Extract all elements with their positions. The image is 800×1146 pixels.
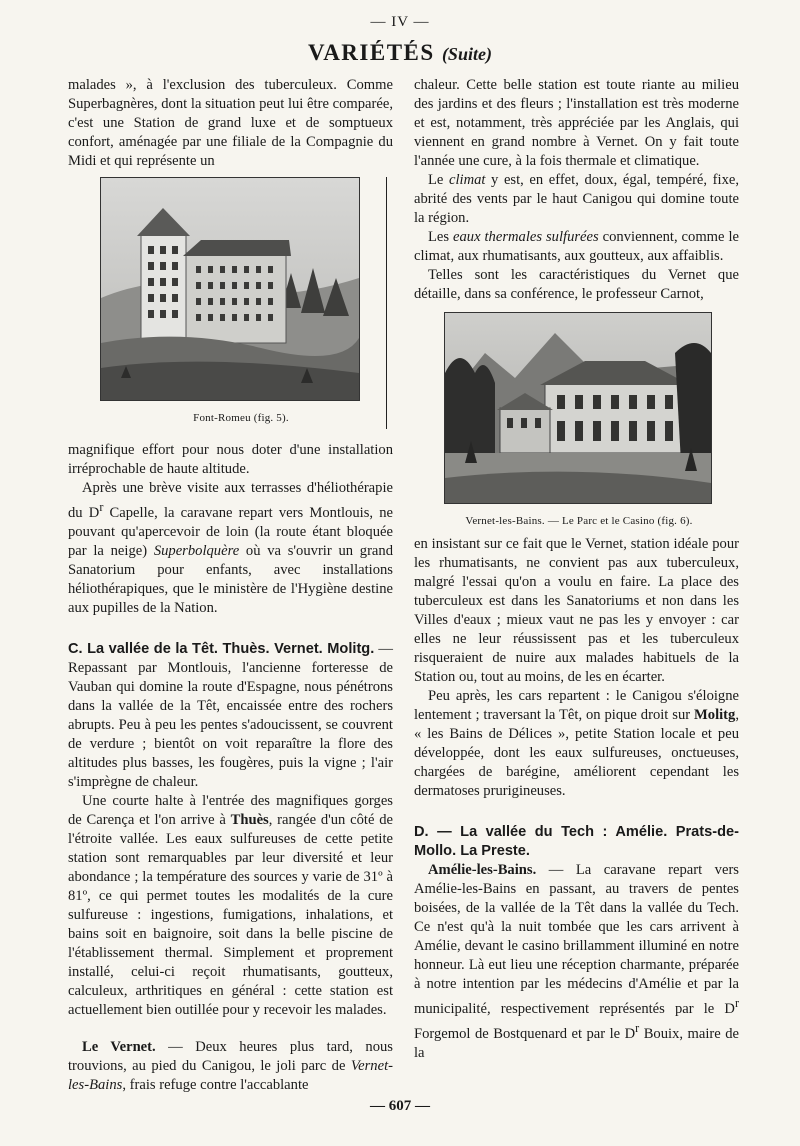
header-title: VARIÉTÉS [308, 40, 435, 65]
left-column [68, 76, 393, 1095]
figure-vernet-les-bains [444, 312, 714, 527]
section-header [0, 40, 800, 66]
figure-font-romeu [96, 177, 387, 429]
photo-vernet-casino [444, 312, 712, 504]
paragraph: Les eaux thermales sulfurées conviennent, comme le climat, aux rhumatisants, aux goutteux, aux affaiblis. [414, 229, 739, 264]
paragraph: magnifique effort pour nous doter d'une installation irréprochable de haute altitude. [68, 442, 393, 477]
le-vernet-heading: Le Vernet. [82, 1038, 156, 1055]
amelie-heading: Amélie-les-Bains. [428, 862, 537, 878]
paragraph: Telles sont les caractéristiques du Vernet que détaille, dans sa conférence, le professeur Carnot, [414, 267, 739, 302]
page-roman-numeral: — IV — [370, 14, 430, 30]
paragraph: Le Vernet. — Deux heures plus tard, nous trouvions, au pied du Canigou, le joli parc de Vernet-les-Bains, frais refuge contre l'accablante [68, 1038, 393, 1093]
section-c-heading: C. La vallée de la Têt. Thuès. Vernet. Molitg. [68, 640, 375, 657]
section-c-paragraph: C. La vallée de la Têt. Thuès. Vernet. Molitg. — Repassant par Montlouis, l'ancienne forteresse de Vauban qui domine la route d'Espagne, nous pénétrons dans la vallée de la Têt, encaissée entre des rochers abrupts. Peu à peu les pentes s'adoucissent, se couvrent de verdure ; bientôt on voit reparaître la flore des altitudes plus basses, les fougères, puis la vigne ; l'air s'imprègne de chaleur. [68, 640, 393, 790]
section-d-heading: D. — La vallée du Tech : Amélie. Prats-de-Mollo. La Preste. [414, 824, 739, 859]
paragraph: Une courte halte à l'entrée des magnifiques gorges de Carença et l'on arrive à Thuès, rangée d'un côté de l'étroite vallée. Les eaux sulfureuses de cette petite station sont remarquables par leur diversité et leur abondance ; la température des sources y varie de 31º à 81º, ce qui permet toutes les modalités de la cure sulfureuse : ingestions, fumigations, inhalations, et bains soit en baignoire, soit dans la belle piscine de l'établissement thermal. Simplement et proprement installé, celui-ci reçoit rhumatisants, goutteux, calculeux, arthritiques en général : cette station est actuellement bien outillée pour y recevoir les malades. [68, 792, 394, 1018]
page-number: — 607 — [370, 1098, 430, 1114]
header-suite: (Suite) [441, 44, 492, 64]
paragraph: en insistant sur ce fait que le Vernet, station idéale pour les rhumatisants, ne convient pas aux tuberculeux, malgré l'essai qu'on a voulu en faire. La place des tuberculeux est dans les Sanatoriums et non dans les Villes d'eaux ; mieux vaut ne pas les y envoyer : car elles ne leur réussissent pas et les tuberculeux risqueraient de nuire aux malades habituels de la Station ou, tout au moins, de les en écarter. [414, 536, 739, 685]
right-column [414, 76, 739, 1063]
paragraph: chaleur. Cette belle station est toute riante au milieu des jardins et des fleurs ; l'installation est très moderne et est, notamment, très appréciée par les Anglais, qui viennent en grand nombre à Vernet. On y fait toute l'année une cure, à la fois thermale et climatique. [414, 77, 739, 169]
figure-caption: Font-Romeu (fig. 5). [193, 412, 289, 424]
photo-font-romeu [100, 177, 360, 401]
paragraph: malades », à l'exclusion des tuberculeux. Comme Superbagnères, dont la situation peut lui être comparée, c'est une Station de grand luxe et de somptueux confort, aménagée par une filiale de la Compagnie du Midi et qui représente un [68, 77, 393, 169]
paragraph: Le climat y est, en effet, doux, égal, tempéré, fixe, abrité des vents par le haut Canigou qui domine toute la région. [414, 172, 739, 226]
paragraph: Après une brève visite aux terrasses d'héliothérapie du $D^r$ Capelle, la caravane repart vers Montlouis, ne pouvant qu'apercevoir de loin (la route étant bloquée par la neige) Superbolquère où va s'ouvrir un grand Sanatorium pour enfants, avec installations héliothérapiques, que le ministère de l'Hygiène destine aux pupilles de la Nation. [68, 480, 393, 616]
figure-caption: Vernet-les-Bains. — Le Parc et le Casino (fig. 6). [465, 515, 693, 527]
paragraph: Peu après, les cars repartent : le Canigou s'éloigne lentement ; traversant la Têt, on pique droit sur Molitg, « les Bains de Délices », petite Station locale et peu développée, dont les eaux sulfureuses, onctueuses, chargées de barégine, améliorent cependant les dermatoses prurigineuses. [414, 688, 739, 799]
paragraph: Amélie-les-Bains. — La caravane repart vers Amélie-les-Bains en passant, au travers de pentes boisées, de la vallée de la Têt dans la vallée du Tech. Ce n'est qu'à la nuit tombée que les cars arrivent à Amélie, devant le casino brillamment illuminé en notre honneur. Là eut lieu une réception charmante, préparée à notre intention par les médecins d'Amélie et par la municipalité, respectivement représentés par le $D^r$ Forgemol de Bostquenard et par le $D^r$ Bouix, maire de la [414, 862, 739, 1061]
